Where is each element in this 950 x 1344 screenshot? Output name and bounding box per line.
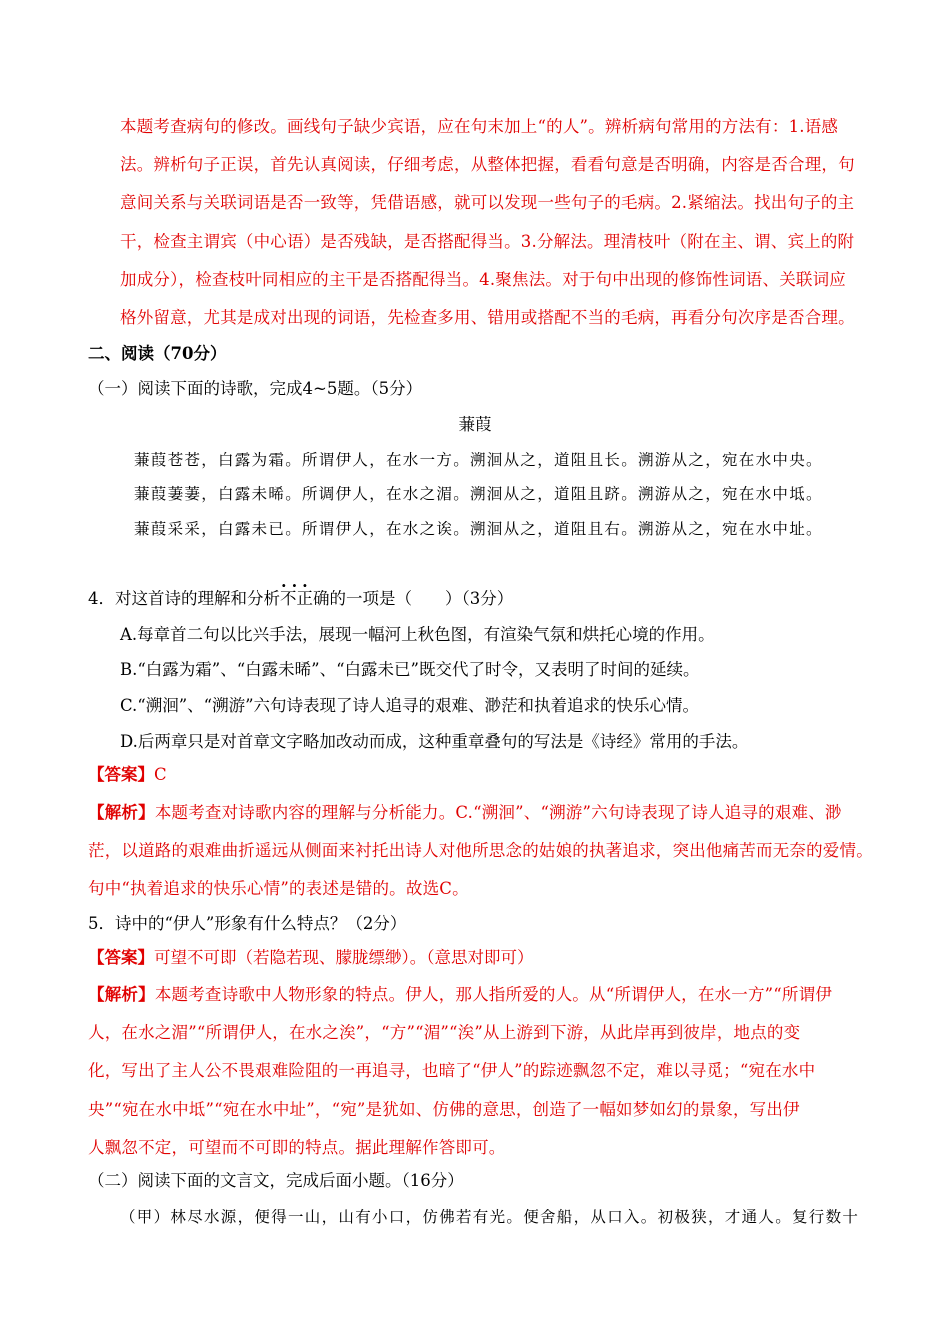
- q4-option-c: C.“溯洄”、“溯游”六句诗表现了诗人追寻的艰难、渺茫和执着追求的快乐心情。: [120, 696, 700, 715]
- q4-option-b: B.“白露为霜”、“白露未晞”、“白露未已”既交代了时令，又表明了时间的延续。: [120, 660, 700, 679]
- analysis-line: 句中“执着追求的快乐心情”的表述是错的。故选C。: [88, 879, 469, 899]
- analysis-line: 格外留意，尤其是成对出现的词语，先检查多用、错用或搭配不当的毛病，再看分句次序是否合理。: [120, 308, 855, 328]
- analysis-line: 干，检查主谓宾（中心语）是否残缺，是否搭配得当。3.分解法。理清枝叶（附在主、谓、宾上的附: [120, 231, 855, 251]
- q4-analysis: [88, 794, 873, 909]
- q5-analysis: [88, 976, 832, 1167]
- analysis-line: 茫，以道路的艰难曲折遥远从侧面来衬托出诗人对他所思念的姑娘的执著追求，突出他痛苦而无奈的爱情。: [88, 841, 873, 861]
- q4-stem-before: 4．对这首诗的理解和分析: [88, 589, 280, 608]
- analysis-line: 法。辨析句子正误，首先认真阅读，仔细考虑，从整体把握，看看句意是否明确，内容是否合理，句: [120, 155, 855, 175]
- analysis-line: 化，写出了主人公不畏艰难险阻的一再追寻，也暗了“伊人”的踪迹飘忽不定，难以寻觅；“宛在水中: [88, 1061, 816, 1081]
- classical-text: （甲）林尽水源，便得一山，山有小口，仿佛若有光。便舍船，从口入。初极狭，才通人。复行数十: [120, 1208, 860, 1226]
- question-5-stem: 5．诗中的“伊人”形象有什么特点？（2分）: [88, 914, 407, 933]
- part2-intro: （二）阅读下面的文言文，完成后面小题。（16分）: [88, 1171, 464, 1190]
- q4-option-d: D.后两章只是对首章文字略加改动而成，这种重章叠句的写法是《诗经》常用的手法。: [120, 732, 749, 751]
- analysis-text: 本题考查对诗歌内容的理解与分析能力。C.“溯洄”、“溯游”六句诗表现了诗人追寻的艰难、渺: [154, 803, 842, 822]
- analysis-line: 人，在水之湄”“所谓伊人，在水之涘”，“方”“湄”“涘”从上游到下游，从此岸再到彼岸，地点的变: [88, 1023, 801, 1043]
- analysis-line: [88, 976, 832, 1014]
- answer-label: 【答案】: [88, 948, 154, 967]
- analysis-line: 人飘忽不定，可望而不可即的特点。据此理解作答即可。: [88, 1137, 506, 1157]
- analysis-line: 加成分），检查枝叶同相应的主干是否搭配得当。4.聚焦法。对于句中出现的修饰性词语、关联词应: [120, 269, 846, 289]
- answer-value: C: [154, 765, 167, 784]
- intro-analysis: [120, 108, 855, 337]
- answer-label: 【答案】: [88, 765, 154, 784]
- q4-stem-after: 的一项是（ ）（3分）: [329, 589, 514, 608]
- q5-answer: [88, 947, 534, 969]
- analysis-label: 【解析】: [88, 803, 155, 822]
- analysis-line: 央”“宛在水中坻”“宛在水中址”，“宛”是犹如、仿佛的意思，创造了一幅如梦如幻的景象，写出伊: [88, 1099, 800, 1119]
- answer-value: 可望不可即（若隐若现、朦胧缥缈）。（意思对即可）: [154, 948, 534, 967]
- q4-option-a: A.每章首二句以比兴手法，展现一幅河上秋色图，有渲染气氛和烘托心境的作用。: [120, 625, 715, 644]
- section-heading: 二、阅读（70分）: [88, 344, 227, 363]
- q4-stem-emphasis: ··· 不正确: [280, 589, 330, 608]
- part1-intro: （一）阅读下面的诗歌，完成4~5题。（5分）: [88, 379, 423, 398]
- poem-stanza: 蒹葭苍苍，白露为霜。所谓伊人，在水一方。溯洄从之，道阻且长。溯游从之，宛在水中央。: [134, 451, 823, 469]
- analysis-line: [88, 794, 873, 832]
- analysis-text: 本题考查诗歌中人物形象的特点。伊人，那人指所爱的人。从“所谓伊人，在水一方”“所谓伊: [154, 985, 833, 1004]
- question-4-stem: [88, 588, 513, 610]
- poem-stanza: 蒹葭采采，白露未已。所谓伊人，在水之诶。溯洄从之，道阻且右。溯游从之，宛在水中址。: [134, 520, 823, 538]
- analysis-label: 【解析】: [88, 985, 155, 1004]
- analysis-line: 本题考查病句的修改。画线句子缺少宾语，应在句末加上“的人”。辨析病句常用的方法有：1.语感: [120, 117, 839, 136]
- analysis-line: 意间关系与关联词语是否一致等，凭借语感，就可以发现一些句子的毛病。2.紧缩法。找出句子的主: [120, 193, 855, 213]
- poem-stanza: 蒹葭萋萋，白露未晞。所调伊人，在水之湄。溯洄从之，道阻且跻。溯游从之，宛在水中坻。: [134, 485, 823, 503]
- q4-answer: [88, 764, 167, 786]
- poem-title: 蒹葭: [458, 415, 492, 434]
